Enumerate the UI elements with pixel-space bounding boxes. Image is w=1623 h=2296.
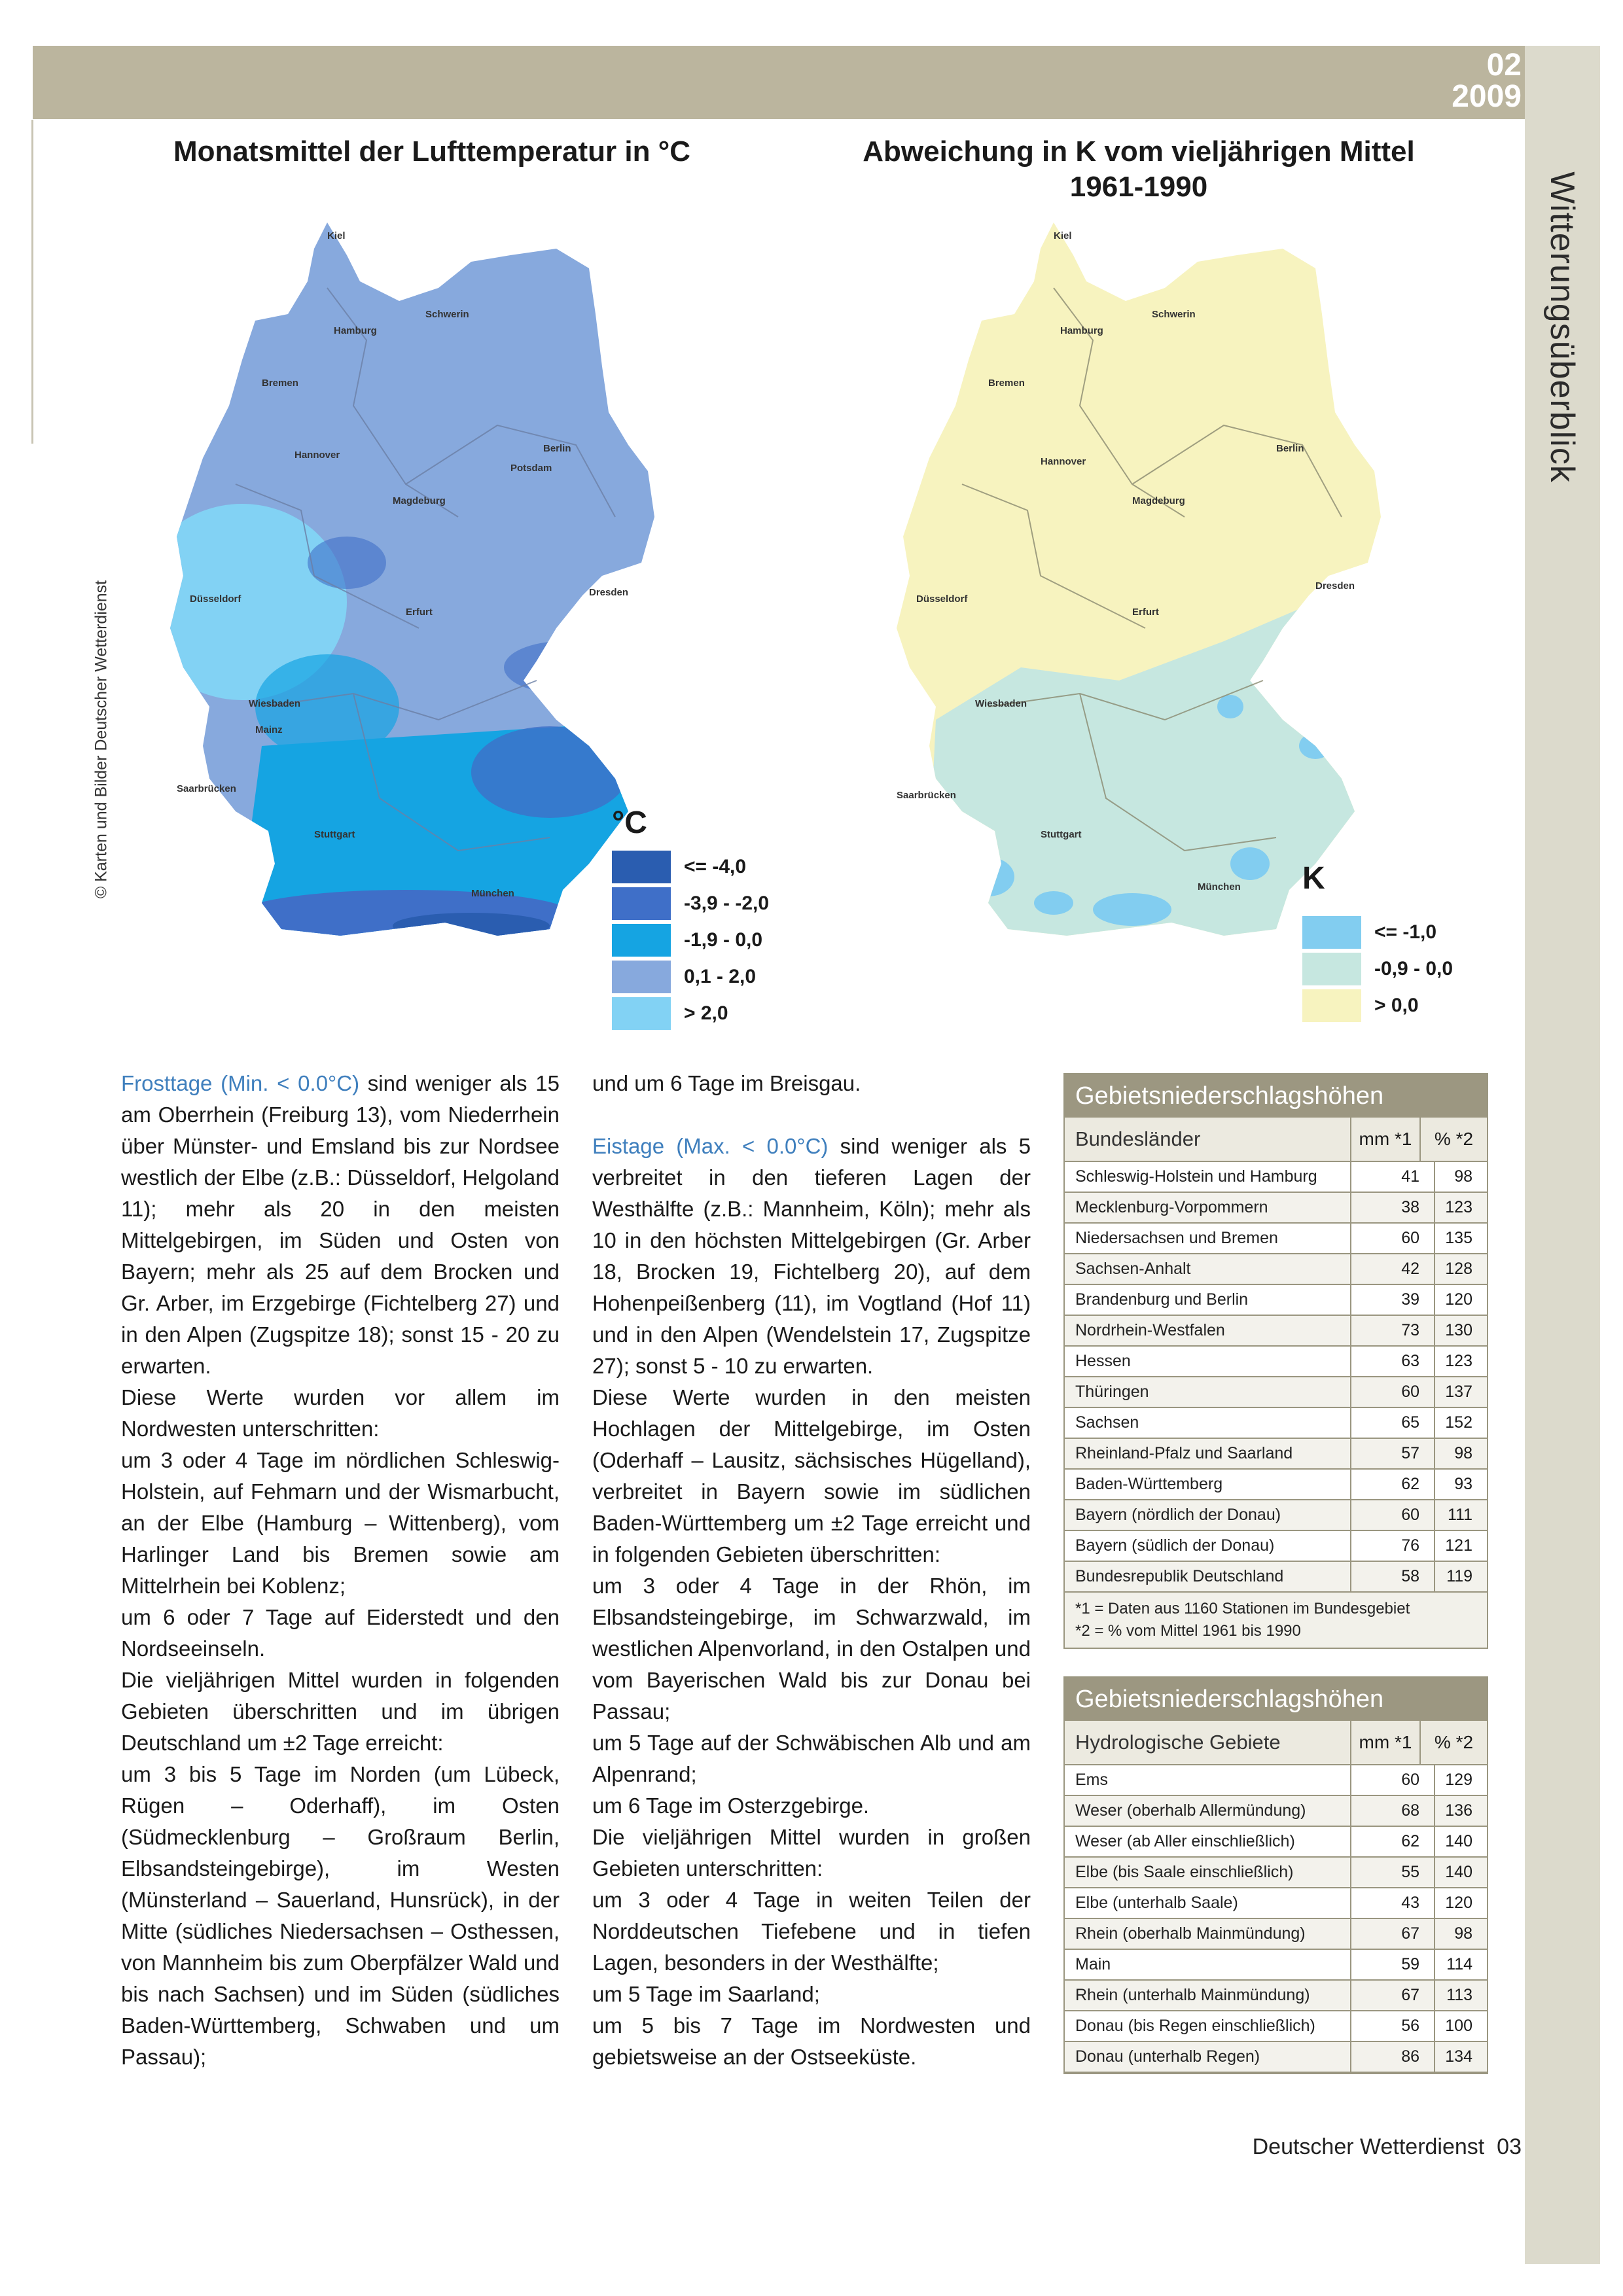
table-cell: 58 — [1351, 1562, 1435, 1591]
table-cell: 93 — [1454, 1475, 1472, 1493]
table-cell: 98 — [1454, 1444, 1472, 1462]
table-row — [1065, 2011, 1487, 2042]
svg-text:München: München — [471, 888, 514, 899]
map-deviation — [857, 209, 1446, 995]
text-paragraph: Die vieljährigen Mittel wurden in großen Gebieten unterschritten: — [592, 1825, 1031, 1881]
section-title: Witterungsüberblick — [1543, 171, 1581, 483]
svg-text:Stuttgart: Stuttgart — [1041, 829, 1082, 840]
svg-text:Saarbrücken: Saarbrücken — [177, 783, 236, 794]
svg-text:Bremen: Bremen — [262, 378, 298, 389]
table-cell: Baden-Württemberg — [1065, 1470, 1351, 1499]
table-note: *1 = Daten aus 1160 Stationen im Bundesgebiet — [1075, 1600, 1410, 1617]
table-cell: Weser (oberhalb Allermündung) — [1065, 1796, 1351, 1826]
map-left-title: Monatsmittel der Lufttemperatur in °C — [173, 135, 691, 168]
table-cell: 140 — [1445, 1832, 1472, 1850]
text-paragraph: um 3 bis 5 Tage im Norden (um Lübeck, Rügen – Oderhaff), im Osten (Südmecklenburg – Großraum Berlin, Elbsandsteingebirge), im Westen (Münsterland – Sauerland, Hunsrück), in der Mitte (südliches Niedersachsen – Osthessen, von Mannheim bis zum Oberpfälzer Wald und bis nach Sachsen) und im Süden (südliches Baden-Württemberg, Schwaben und um Passau); — [121, 1762, 560, 2069]
svg-text:Schwerin: Schwerin — [425, 309, 469, 320]
table-body — [1065, 1765, 1487, 2073]
text-paragraph: um 6 Tage im Osterzgebirge. — [592, 1793, 870, 1818]
table-cell: 120 — [1445, 1894, 1472, 1912]
issue-year: 2009 — [1452, 79, 1522, 114]
legend-label: -1,9 - 0,0 — [684, 929, 763, 951]
legend-label: > 2,0 — [684, 1002, 728, 1024]
issue-number — [1452, 50, 1522, 113]
text-paragraph: um 6 oder 7 Tage auf Eiderstedt und den Nordseeinseln. — [121, 1605, 560, 1661]
table-row — [1065, 1500, 1487, 1531]
table-cell: 123 — [1445, 1352, 1472, 1370]
column-header: % *2 — [1434, 1732, 1474, 1752]
legend-swatch — [612, 961, 671, 993]
column-header: Hydrologische Gebiete — [1065, 1721, 1351, 1764]
table-cell: Ems — [1065, 1765, 1351, 1795]
table-cell: 119 — [1446, 1567, 1472, 1585]
table-cell: 60 — [1351, 1224, 1435, 1253]
table-cell: Bundesrepublik Deutschland — [1065, 1562, 1351, 1591]
svg-text:Schwerin: Schwerin — [1152, 309, 1196, 320]
svg-text:Wiesbaden: Wiesbaden — [249, 698, 301, 709]
table-cell: 62 — [1351, 1470, 1435, 1499]
table-cell: 57 — [1351, 1439, 1435, 1468]
column-header: Bundesländer — [1065, 1118, 1351, 1161]
table-cell: Niedersachsen und Bremen — [1065, 1224, 1351, 1253]
table-cell: 111 — [1447, 1506, 1472, 1524]
text-paragraph: Diese Werte wurden vor allem im Nordwesten unterschritten: — [121, 1385, 560, 1441]
svg-text:Düsseldorf: Düsseldorf — [190, 593, 241, 605]
svg-text:Dresden: Dresden — [589, 587, 629, 598]
svg-text:Magdeburg: Magdeburg — [1132, 495, 1185, 506]
table-cell: 135 — [1445, 1229, 1472, 1247]
table-cell: Elbe (unterhalb Saale) — [1065, 1888, 1351, 1918]
table-row — [1065, 1193, 1487, 1224]
table-row — [1065, 1827, 1487, 1858]
table-row — [1065, 1531, 1487, 1562]
table-row — [1065, 1224, 1487, 1254]
table-cell: Hessen — [1065, 1347, 1351, 1376]
table-row — [1065, 1254, 1487, 1285]
table-row — [1065, 1765, 1487, 1796]
table-cell: Main — [1065, 1950, 1351, 1979]
svg-text:Erfurt: Erfurt — [1132, 607, 1159, 618]
table-cell: 62 — [1351, 1827, 1435, 1856]
table-cell: 136 — [1445, 1801, 1472, 1820]
header-bar — [33, 46, 1525, 119]
table-cell: 113 — [1446, 1986, 1472, 2004]
column-header: mm *1 — [1351, 1721, 1421, 1764]
text-paragraph: und um 6 Tage im Breisgau. — [592, 1071, 861, 1095]
table-cell: 100 — [1445, 2017, 1472, 2035]
table-cell: 73 — [1351, 1316, 1435, 1345]
table-cell: 67 — [1351, 1919, 1435, 1949]
table-cell: 134 — [1445, 2047, 1472, 2066]
table-cell: 60 — [1351, 1377, 1435, 1407]
table-cell: 59 — [1351, 1950, 1435, 1979]
text-paragraph: um 3 oder 4 Tage in der Rhön, im Elbsandsteingebirge, im Schwarzwald, im westlichen Alpenvorland, in den Ostalpen und vom Bayerischen Wald bis zur Donau bei Passau; — [592, 1574, 1031, 1723]
svg-text:Potsdam: Potsdam — [510, 463, 552, 474]
table-row — [1065, 1888, 1487, 1919]
term-eistage: Eistage (Max. < 0.0°C) — [592, 1134, 829, 1158]
table-cell: 42 — [1351, 1254, 1435, 1284]
table-cell: 63 — [1351, 1347, 1435, 1376]
legend-swatch — [612, 887, 671, 920]
table-cell: 60 — [1351, 1500, 1435, 1530]
precipitation-table-hydro — [1063, 1676, 1488, 2074]
table-cell: 130 — [1445, 1321, 1472, 1339]
svg-text:Kiel: Kiel — [1054, 230, 1072, 241]
table-cell: 140 — [1445, 1863, 1472, 1881]
page-footer — [1253, 2134, 1522, 2160]
table-cell: 41 — [1351, 1162, 1435, 1192]
table-cell: 98 — [1454, 1167, 1472, 1186]
text-paragraph: Frosttage (Min. < 0.0°C) sind weniger als 15 am Oberrhein (Freiburg 13), vom Niederrhein über Münster- und Emsland bis zur Nordsee westlich der Elbe (z.B.: Düsseldorf, Helgoland 11); mehr als 20 in den meisten Mittelgebirgen, im Süden und Osten von Bayern; mehr als 25 auf dem Brocken und Gr. Arber, im Erzgebirge (Fichtelberg 27) und in den Alpen (Zugspitze 18); sonst 15 - 20 zu erwarten. — [121, 1071, 560, 1378]
table-cell: 114 — [1446, 1955, 1472, 1973]
legend-label: 0,1 - 2,0 — [684, 966, 757, 987]
svg-text:Wiesbaden: Wiesbaden — [975, 698, 1027, 709]
svg-text:Hamburg: Hamburg — [334, 325, 377, 336]
table-cell: 129 — [1445, 1771, 1472, 1789]
legend-swatch — [1302, 989, 1361, 1022]
table-cell: Schleswig-Holstein und Hamburg — [1065, 1162, 1351, 1192]
svg-text:Magdeburg: Magdeburg — [393, 495, 446, 506]
table-cell: 68 — [1351, 1796, 1435, 1826]
precipitation-table-states — [1063, 1073, 1488, 1649]
table-cell: 43 — [1351, 1888, 1435, 1918]
legend-swatch — [612, 851, 671, 883]
svg-text:Hamburg: Hamburg — [1060, 325, 1103, 336]
table-cell: Sachsen-Anhalt — [1065, 1254, 1351, 1284]
left-rule — [31, 120, 33, 444]
table-cell: Donau (bis Regen einschließlich) — [1065, 2011, 1351, 2041]
legend-label: <= -4,0 — [684, 856, 747, 877]
table-header-row — [1065, 1118, 1487, 1162]
table-cell: 152 — [1445, 1413, 1472, 1432]
term-frosttage: Frosttage (Min. < 0.0°C) — [121, 1071, 360, 1095]
table-cell: Bayern (südlich der Donau) — [1065, 1531, 1351, 1561]
table-cell: Bayern (nördlich der Donau) — [1065, 1500, 1351, 1530]
text-paragraph: um 5 Tage auf der Schwäbischen Alb und am Alpenrand; — [592, 1731, 1031, 1786]
table-note: *2 = % vom Mittel 1961 bis 1990 — [1075, 1622, 1301, 1640]
table-cell: 56 — [1351, 2011, 1435, 2041]
table-cell: Brandenburg und Berlin — [1065, 1285, 1351, 1315]
legend-label: -0,9 - 0,0 — [1374, 958, 1454, 980]
copyright-note: © Karten und Bilder Deutscher Wetterdienst — [92, 580, 111, 899]
table-row — [1065, 1470, 1487, 1500]
column-header: mm *1 — [1351, 1118, 1421, 1161]
table-row — [1065, 1377, 1487, 1408]
table-cell: 98 — [1454, 1924, 1472, 1943]
svg-text:Kiel: Kiel — [327, 230, 346, 241]
publisher: Deutscher Wetterdienst — [1252, 2134, 1485, 2159]
table-row — [1065, 1950, 1487, 1981]
table-cell: Sachsen — [1065, 1408, 1351, 1438]
svg-text:München: München — [1198, 881, 1241, 892]
table-cell: 137 — [1445, 1383, 1472, 1401]
page-number: 03 — [1497, 2134, 1522, 2159]
legend-swatch — [612, 924, 671, 957]
svg-text:Berlin: Berlin — [1276, 443, 1304, 454]
table-cell: 123 — [1445, 1198, 1472, 1216]
map-right-title-line2: 1961-1990 — [1069, 171, 1208, 203]
table-row — [1065, 1316, 1487, 1347]
table-row — [1065, 2042, 1487, 2073]
table-cell: 65 — [1351, 1408, 1435, 1438]
table-row — [1065, 1162, 1487, 1193]
table-cell: Rhein (oberhalb Mainmündung) — [1065, 1919, 1351, 1949]
text-paragraph: um 3 oder 4 Tage im nördlichen Schleswig-Holstein, auf Fehmarn und der Wismarbucht, an der Elbe (Hamburg – Wittenberg), vom Harlinger Land bis Bremen sowie am Mittelrhein bei Koblenz; — [121, 1448, 560, 1598]
text-paragraph: Die vieljährigen Mittel wurden in folgenden Gebieten überschritten und im übrigen Deutschland um ±2 Tage erreicht: — [121, 1668, 560, 1755]
svg-text:Düsseldorf: Düsseldorf — [916, 593, 968, 605]
svg-text:Bremen: Bremen — [988, 378, 1025, 389]
table-row — [1065, 1981, 1487, 2011]
table-row — [1065, 1408, 1487, 1439]
table-cell: 76 — [1351, 1531, 1435, 1561]
svg-text:Erfurt: Erfurt — [406, 607, 433, 618]
table-row — [1065, 1562, 1487, 1593]
table-cell: Rheinland-Pfalz und Saarland — [1065, 1439, 1351, 1468]
svg-text:Dresden: Dresden — [1315, 580, 1355, 592]
table-cell: Donau (unterhalb Regen) — [1065, 2042, 1351, 2072]
table-body — [1065, 1162, 1487, 1593]
legend-swatch — [1302, 916, 1361, 949]
legend-swatch — [1302, 953, 1361, 985]
table-cell: 121 — [1445, 1536, 1472, 1555]
table-cell: 67 — [1351, 1981, 1435, 2010]
svg-text:Stuttgart: Stuttgart — [314, 829, 355, 840]
table-cell: 39 — [1351, 1285, 1435, 1315]
column-header: % *2 — [1434, 1129, 1474, 1149]
table-row — [1065, 1796, 1487, 1827]
table-cell: Thüringen — [1065, 1377, 1351, 1407]
svg-text:Hannover: Hannover — [294, 450, 340, 461]
svg-text:Mainz: Mainz — [255, 724, 283, 735]
table-notes — [1065, 1593, 1487, 1648]
table-cell: Weser (ab Aller einschließlich) — [1065, 1827, 1351, 1856]
map-right-title-line1: Abweichung in K vom vieljährigen Mittel — [863, 135, 1415, 168]
text-paragraph: Eistage (Max. < 0.0°C) sind weniger als 5 verbreitet in den tieferen Lagen der Westhälfte (z.B.: Mannheim, Köln); mehr als 10 in den höchsten Mittelgebirgen (Gr. Arber 18, Brocken 19, Fichtelberg 20), auf dem Hohenpeißenberg (11), im Vogtland (Hof 11) und in den Alpen (Wendelstein 17, Zugspitze 27); sonst 5 - 10 zu erwarten. — [592, 1134, 1031, 1378]
text-paragraph: um 3 oder 4 Tage in weiten Teilen der Norddeutschen Tiefebene und in tiefen Lagen, besonders in der Westhälfte; — [592, 1888, 1031, 1975]
text-column-left — [121, 1068, 560, 2073]
text-paragraph: um 5 bis 7 Tage im Nordwesten und gebietsweise an der Ostseeküste. — [592, 2013, 1031, 2069]
text-paragraph: Diese Werte wurden in den meisten Hochlagen der Mittelgebirge, im Osten (Oderhaff – Lausitz, sächsisches Hügelland), verbreitet in Bayern sowie im südlichen Baden-Württemberg um ±2 Tage erreicht und in folgenden Gebieten überschritten: — [592, 1385, 1031, 1566]
text-column-right — [592, 1068, 1031, 2073]
table-row — [1065, 1347, 1487, 1377]
map-left-legend-unit: °C — [612, 805, 647, 840]
map-right-title — [812, 134, 1466, 205]
issue-month: 02 — [1486, 48, 1522, 82]
table-header-row — [1065, 1721, 1487, 1765]
table-row — [1065, 1285, 1487, 1316]
table-cell: Rhein (unterhalb Mainmündung) — [1065, 1981, 1351, 2010]
svg-text:Berlin: Berlin — [543, 443, 571, 454]
legend-label: > 0,0 — [1374, 995, 1419, 1016]
legend-label: -3,9 - -2,0 — [684, 892, 770, 914]
table-cell: 128 — [1445, 1260, 1472, 1278]
table-cell: Nordrhein-Westfalen — [1065, 1316, 1351, 1345]
map-right-legend-unit: K — [1302, 861, 1325, 896]
table-cell: 38 — [1351, 1193, 1435, 1222]
table-row — [1065, 1919, 1487, 1950]
svg-text:Saarbrücken: Saarbrücken — [897, 790, 956, 801]
table-cell: 55 — [1351, 1858, 1435, 1887]
table-cell: 60 — [1351, 1765, 1435, 1795]
table-row — [1065, 1439, 1487, 1470]
table-title: Gebietsniederschlagshöhen — [1065, 1678, 1487, 1721]
table-row — [1065, 1858, 1487, 1888]
table-title: Gebietsniederschlagshöhen — [1065, 1074, 1487, 1118]
table-cell: Elbe (bis Saale einschließlich) — [1065, 1858, 1351, 1887]
legend-label: <= -1,0 — [1374, 921, 1437, 943]
svg-text:Hannover: Hannover — [1041, 456, 1086, 467]
table-cell: 86 — [1351, 2042, 1435, 2072]
legend-swatch — [612, 997, 671, 1030]
table-cell: 120 — [1445, 1290, 1472, 1309]
table-cell: Mecklenburg-Vorpommern — [1065, 1193, 1351, 1222]
text-paragraph: um 5 Tage im Saarland; — [592, 1982, 820, 2006]
